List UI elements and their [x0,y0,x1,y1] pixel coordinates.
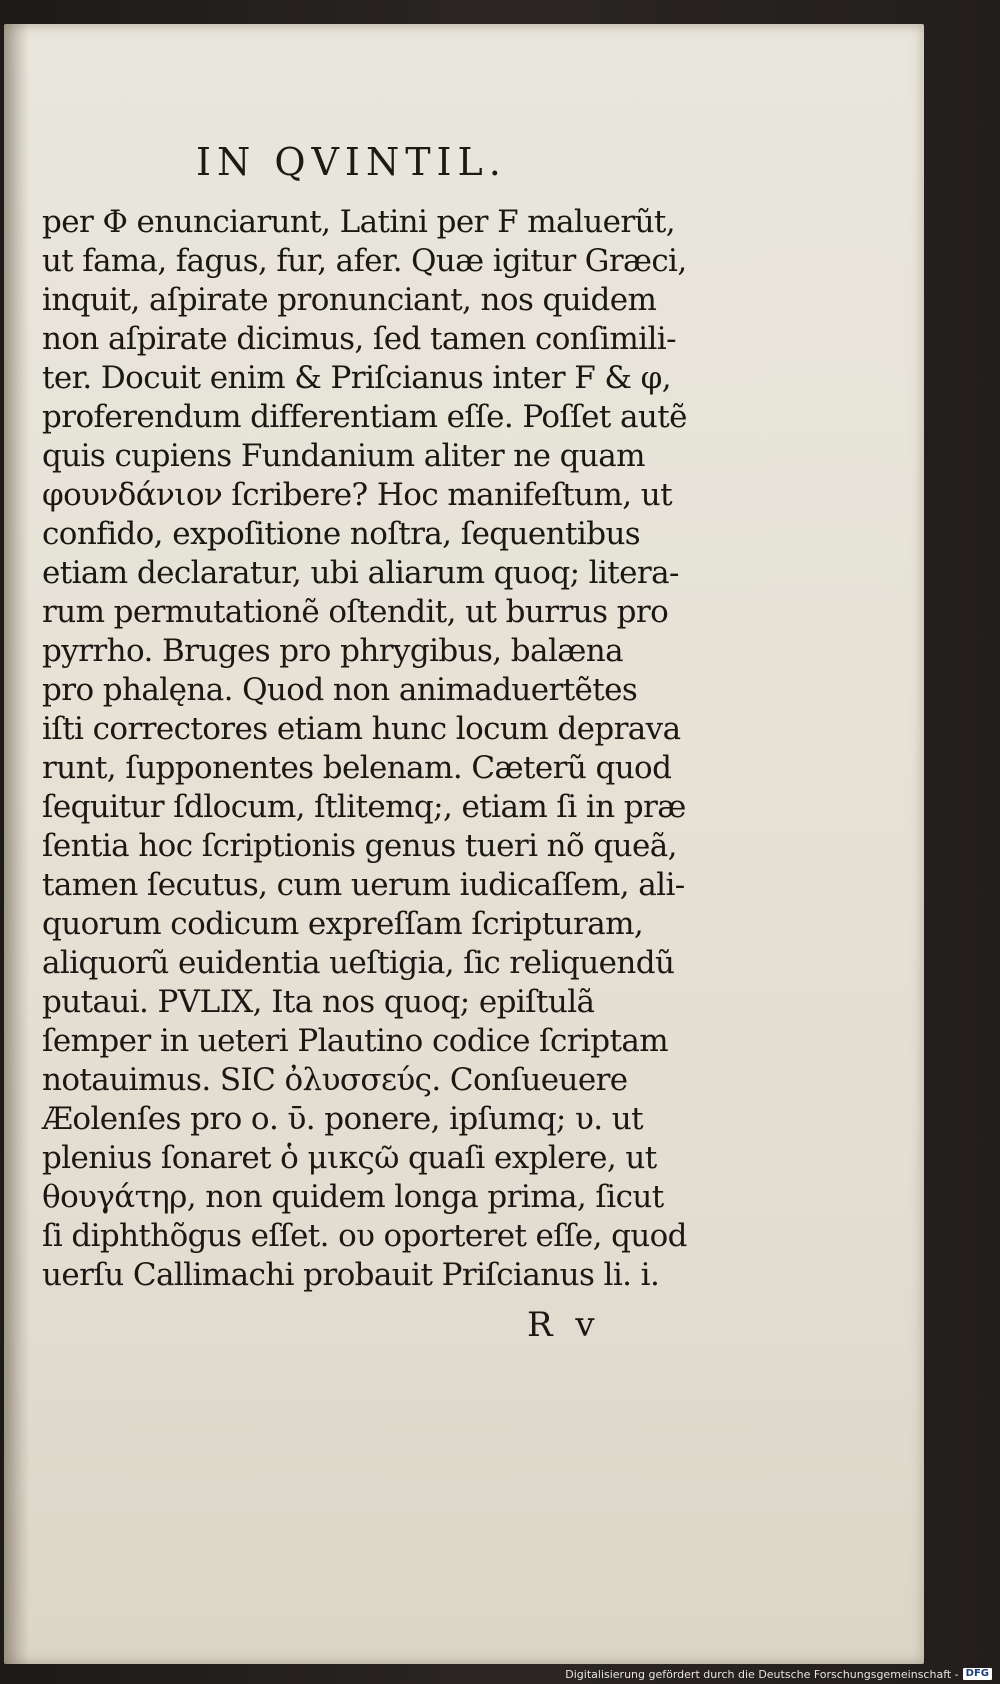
text-line: ſentia hoc ſcriptionis genus tueri nõ queã, [42,828,677,864]
text-line: rum permutationẽ oſtendit, ut burrus pro [42,594,669,630]
text-line: φουνδάνιον ſcribere? Hoc manifeſtum, ut [42,477,672,513]
text-line: per Φ enunciarunt, Latini per F maluerũt, [42,204,676,240]
text-line: tamen ſecutus, cum uerum iudicaſſem, ali- [42,867,685,903]
text-line: ſemper in ueteri Plautino codice ſcriptam [42,1023,669,1059]
text-line: iſti correctores etiam hunc locum deprava [42,711,681,747]
text-line: ut fama, fagus, fur, afer. Quæ igitur Græci, [42,243,687,279]
text-line: confido, expoſitione noſtra, ſequentibus [42,516,641,552]
text-line: pro phalęna. Quod non animaduertẽtes [42,672,638,708]
text-line: uerſu Callimachi probauit Priſcianus li. i. [42,1257,660,1293]
digitization-footer [565,1666,992,1682]
text-line: Æolenſes pro ο. ῡ. ponere, ipſumq; υ. ut [42,1101,644,1137]
running-title: IN QVINTIL. [196,140,507,184]
text-line: runt, ſupponentes belenam. Cæterũ quod [42,750,672,786]
dfg-logo: DFG [963,1668,992,1680]
text-line: proferendum differentiam eſſe. Poſſet autẽ [42,399,687,435]
text-line: θουγάτηρ, non quidem longa prima, ſicut [42,1179,664,1215]
text-line: quis cupiens Fundanium aliter ne quam [42,438,645,474]
text-line: etiam declaratur, ubi aliarum quoq; litera- [42,555,679,591]
text-line: pyrrho. Bruges pro phrygibus, balæna [42,633,624,669]
text-line: quorum codicum expreſſam ſcripturam, [42,906,644,942]
text-line: plenius ſonaret ὁ μικςῶ quaſi explere, ut [42,1140,657,1176]
signature-mark: R v [527,1305,601,1345]
body-text [42,203,687,1295]
text-line: ſequitur ſdlocum, ſtlitemq;, etiam ſi in præ [42,789,686,825]
text-line: ſi diphthõgus eſſet. ου oporteret eſſe, quod [42,1218,687,1254]
text-line: inquit, aſpirate pronunciant, nos quidem [42,282,657,318]
funding-note: Digitalisierung gefördert durch die Deutsche Forschungsgemeinschaft - [565,1667,959,1681]
text-line: notauimus. SIC ὀλυσσεύς. Conſueuere [42,1062,628,1098]
text-line: non aſpirate dicimus, ſed tamen conſimili- [42,321,676,357]
text-line: aliquorũ euidentia ueſtigia, ſic reliquendũ [42,945,675,981]
text-line: ter. Docuit enim & Priſcianus inter F & φ, [42,360,671,396]
text-line: putaui. PVLIX, Ita nos quoq; epiſtulã [42,984,595,1020]
